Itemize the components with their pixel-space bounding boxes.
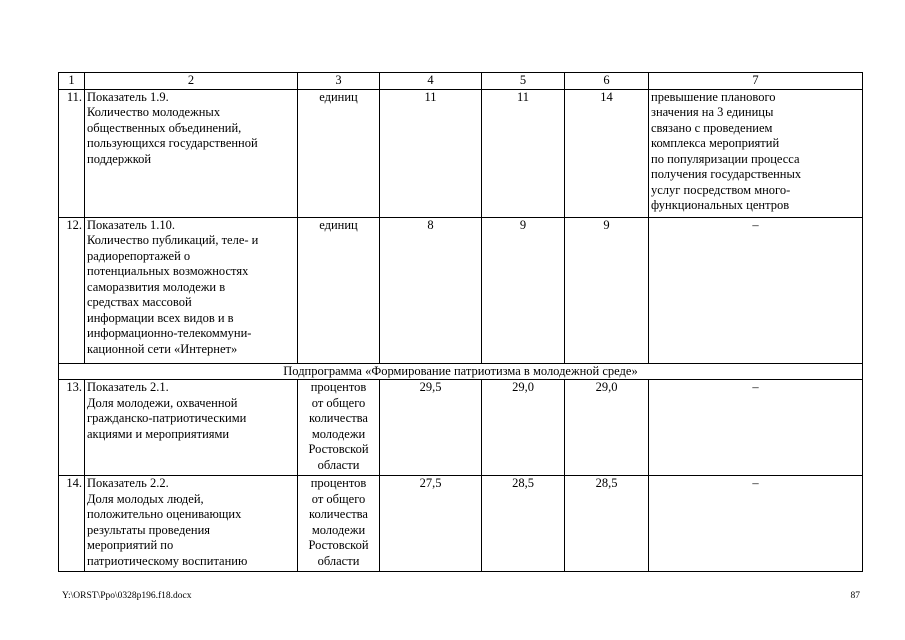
- unit: процентов от общего количества молодежи Ростовской области: [298, 380, 380, 476]
- value-col5: 11: [482, 89, 565, 217]
- table-row: [59, 476, 863, 572]
- row-number: 12.: [59, 217, 85, 363]
- value-col6: 14: [565, 89, 649, 217]
- row-number: 11.: [59, 89, 85, 217]
- indicator-name: Показатель 1.9. Количество молодежных общественных объединений, пользующихся государственной поддержкой: [85, 89, 298, 217]
- unit: единиц: [298, 217, 380, 363]
- col-header-4: 4: [380, 73, 482, 90]
- value-col4: 27,5: [380, 476, 482, 572]
- col-header-5: 5: [482, 73, 565, 90]
- note: –: [649, 476, 863, 572]
- value-col6: 28,5: [565, 476, 649, 572]
- col-header-1: 1: [59, 73, 85, 90]
- value-col5: 28,5: [482, 476, 565, 572]
- col-header-3: 3: [298, 73, 380, 90]
- page-number: 87: [850, 591, 860, 601]
- note: –: [649, 380, 863, 476]
- unit: процентов от общего количества молодежи Ростовской области: [298, 476, 380, 572]
- col-header-7: 7: [649, 73, 863, 90]
- value-col5: 29,0: [482, 380, 565, 476]
- row-number: 14.: [59, 476, 85, 572]
- col-header-6: 6: [565, 73, 649, 90]
- indicators-table: [58, 72, 863, 572]
- indicator-name: Показатель 2.2. Доля молодых людей, положительно оценивающих результаты проведения мероприятий по патриотическому воспитанию: [85, 476, 298, 572]
- indicator-name: Показатель 1.10. Количество публикаций, теле- и радиорепортажей о потенциальных возможностях саморазвития молодежи в средствах массовой информации всех видов и в информационно-телекоммуни- кационной сети «Интернет»: [85, 217, 298, 363]
- table-row: [59, 380, 863, 476]
- file-path: Y:\ORST\Ppo\0328p196.f18.docx: [62, 591, 192, 601]
- value-col4: 11: [380, 89, 482, 217]
- value-col6: 29,0: [565, 380, 649, 476]
- unit: единиц: [298, 89, 380, 217]
- table-row: [59, 217, 863, 363]
- value-col5: 9: [482, 217, 565, 363]
- col-header-2: 2: [85, 73, 298, 90]
- column-number-row: [59, 73, 863, 90]
- value-col6: 9: [565, 217, 649, 363]
- table-row: [59, 89, 863, 217]
- indicator-name: Показатель 2.1. Доля молодежи, охваченной гражданско-патриотическими акциями и мероприятиями: [85, 380, 298, 476]
- note: превышение планового значения на 3 единицы связано с проведением комплекса мероприятий по популяризации процесса получения государственных услуг посредством много- функциональных центров: [649, 89, 863, 217]
- value-col4: 29,5: [380, 380, 482, 476]
- subprogram-row: [59, 363, 863, 380]
- subprogram-title: Подпрограмма «Формирование патриотизма в молодежной среде»: [59, 363, 863, 380]
- value-col4: 8: [380, 217, 482, 363]
- note: –: [649, 217, 863, 363]
- row-number: 13.: [59, 380, 85, 476]
